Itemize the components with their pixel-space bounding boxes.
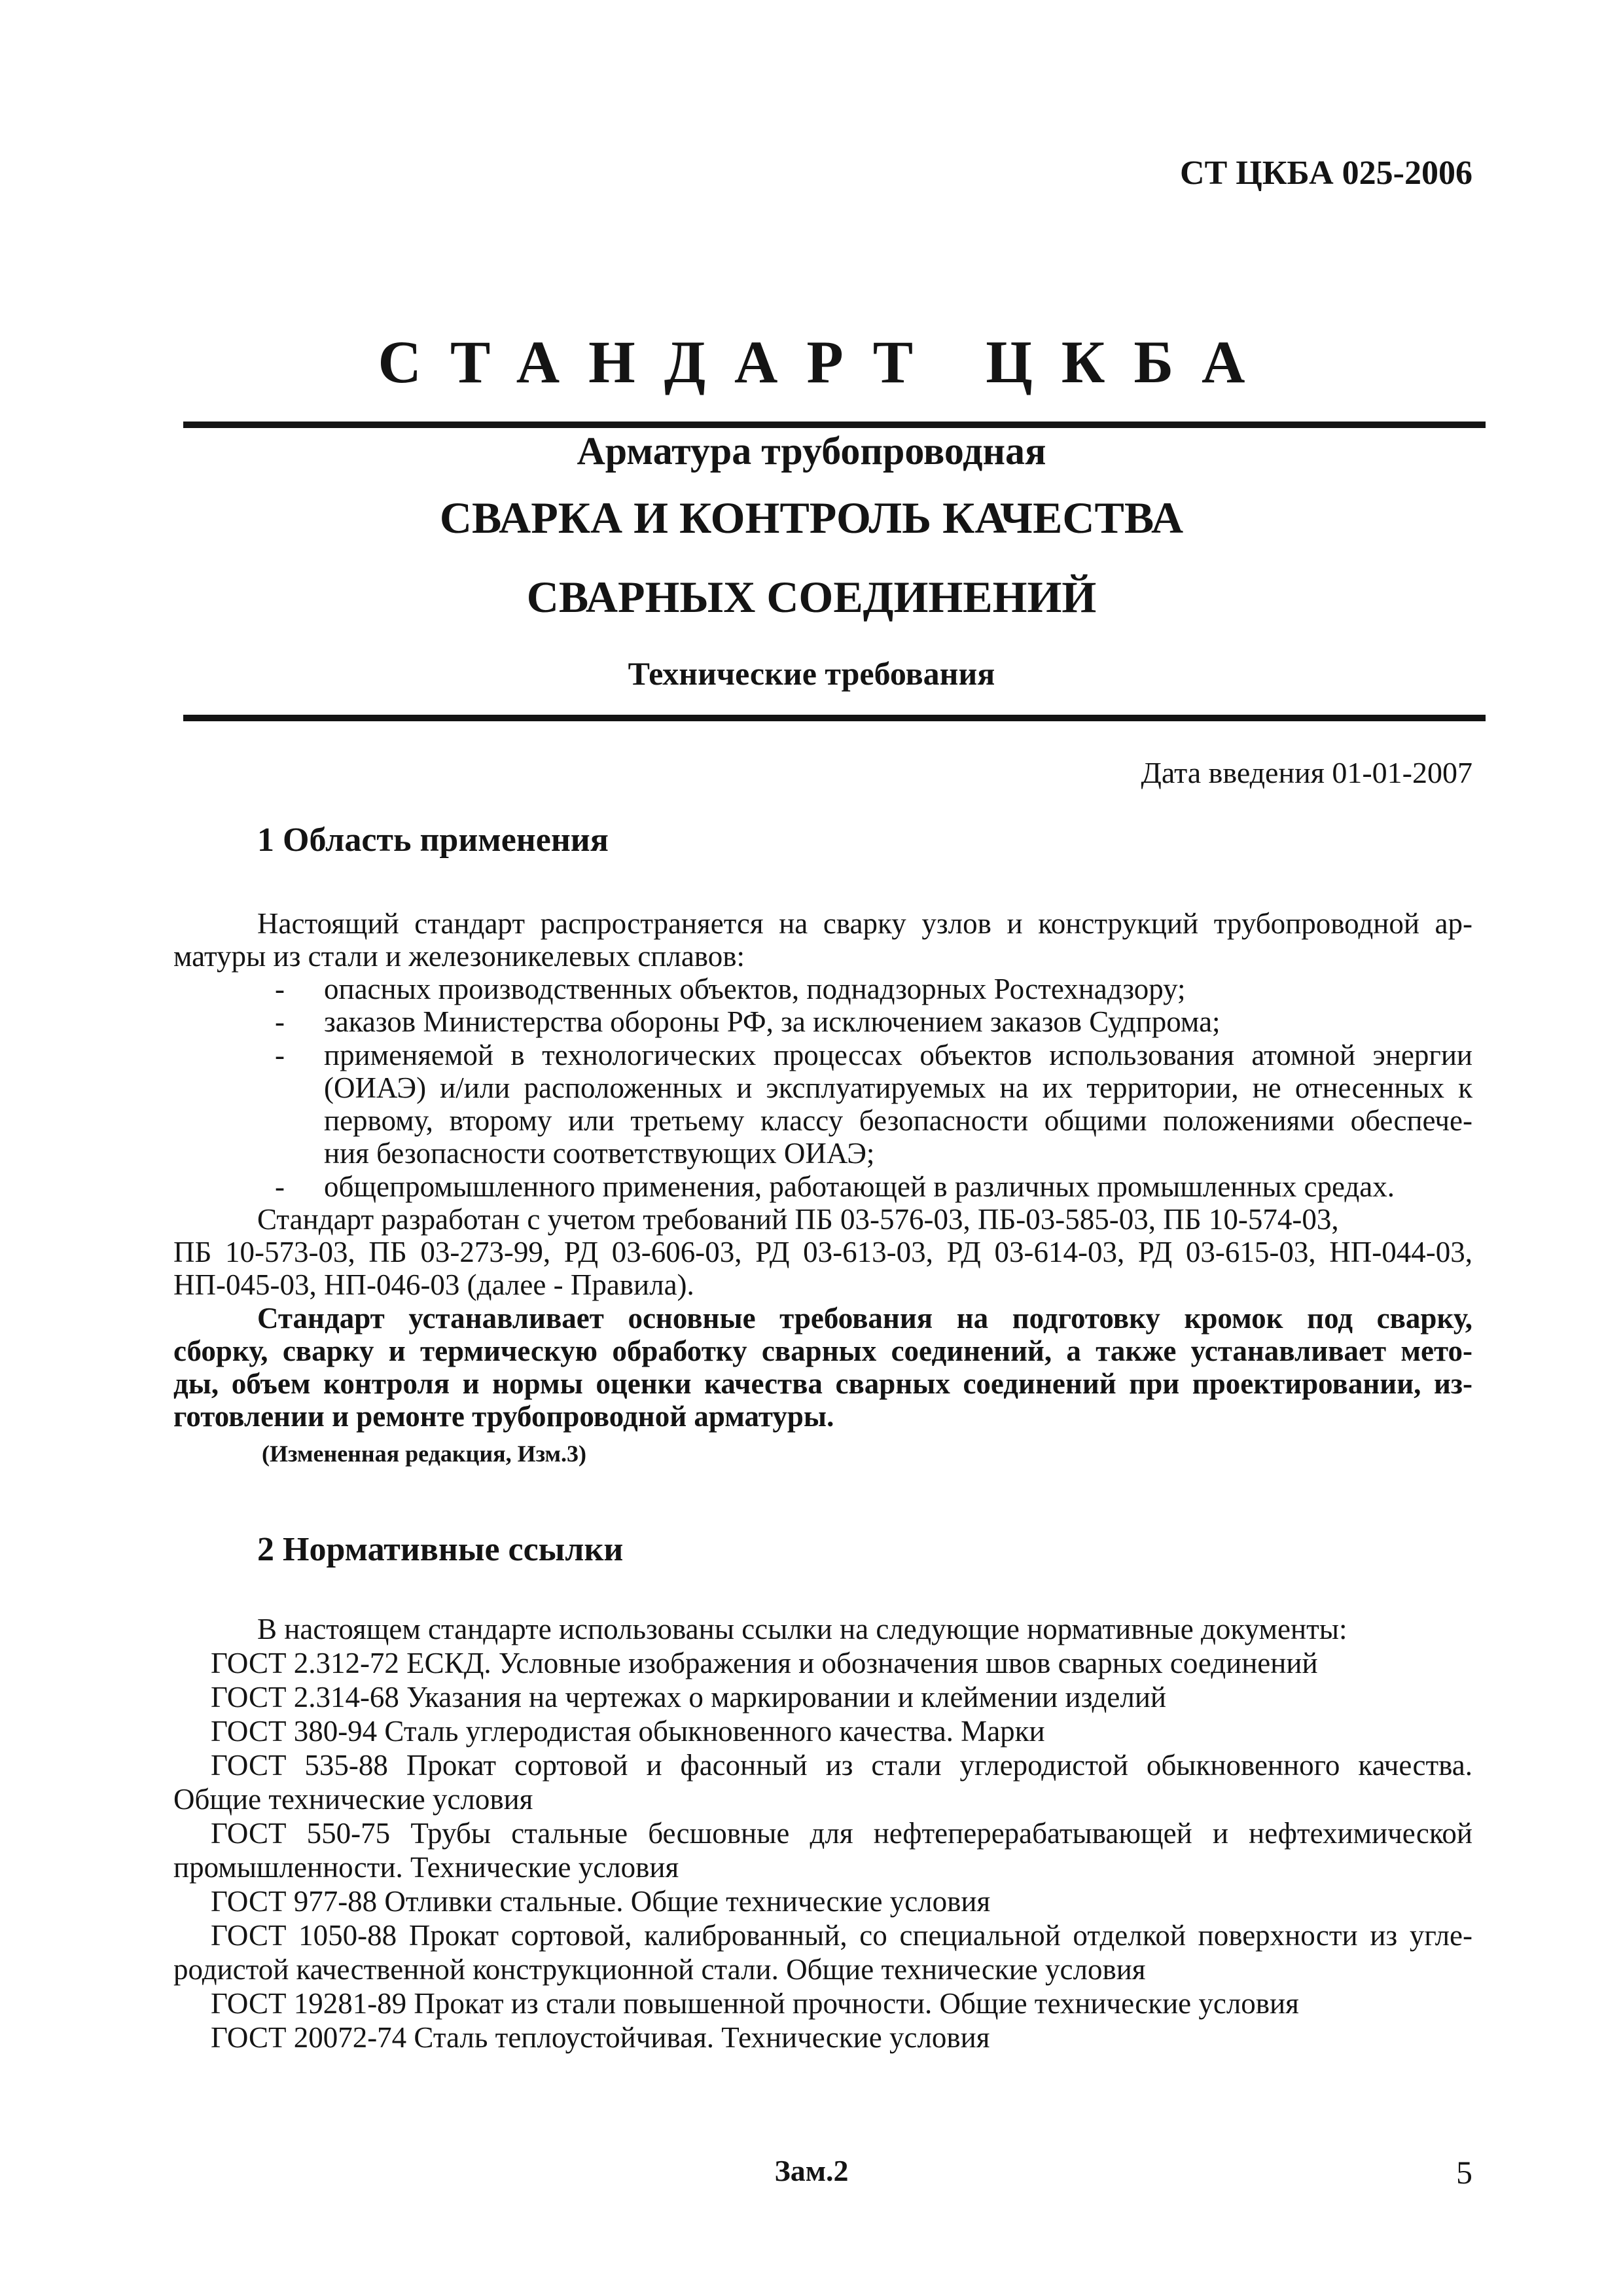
section2-heading: 2 Нормативные ссылки — [257, 1531, 624, 1568]
reference-item: ГОСТ 2.314-68 Указания на чертежах о маркировании и клеймении изделий — [211, 1681, 1167, 1713]
document-title-line2: СВАРНЫХ СОЕДИНЕНИЙ — [526, 572, 1097, 622]
bullet-item-3-line4: ния безопасности соответствующих ОИАЭ; — [324, 1137, 875, 1170]
reference-item: ГОСТ 19281-89 Прокат из стали повышенной прочности. Общие технические условия — [211, 1987, 1299, 2020]
bullet-marker: - — [275, 973, 285, 1005]
bullet-marker: - — [275, 1005, 285, 1038]
reference-item: ГОСТ 2.312-72 ЕСКД. Условные изображения и обозначения швов сварных соединений — [211, 1647, 1318, 1679]
establishes-line2: сборку, сварку и термическую обработку сварных соединений, а также устанавливает мето- — [173, 1335, 1472, 1367]
developed-line2: ПБ 10-573-03, ПБ 03-273-99, РД 03-606-03, РД 03-613-03, РД 03-614-03, РД 03-615-03, НП-044-03, — [173, 1236, 1472, 1268]
establishes-line4: готовлении и ремонте трубопроводной арматуры. — [173, 1400, 834, 1433]
establishes-line1: Стандарт устанавливает основные требования на подготовку кромок под сварку, — [257, 1302, 1472, 1335]
introduction-date: Дата введения 01-01-2007 — [1141, 756, 1472, 789]
bullet-item-3-line1: применяемой в технологических процессах объектов использования атомной энергии — [324, 1039, 1472, 1071]
document-code: СТ ЦКБА 025-2006 — [1180, 154, 1472, 192]
references-intro: В настоящем стандарте использованы ссылки на следующие нормативные документы: — [257, 1613, 1347, 1645]
reference-item: ГОСТ 1050-88 Прокат сортовой, калиброванный, со специальной отделкой поверхности из угле- — [211, 1919, 1472, 1952]
change-mark: Зам.2 — [774, 2154, 849, 2187]
reference-item-continuation: промышленности. Технические условия — [173, 1851, 679, 1884]
bullet-item-1: опасных производственных объектов, поднадзорных Ростехнадзору; — [324, 973, 1186, 1005]
reference-item-continuation: родистой качественной конструкционной стали. Общие технические условия — [173, 1953, 1146, 1986]
bullet-item-2: заказов Министерства обороны РФ, за исключением заказов Судпрома; — [324, 1005, 1221, 1038]
bullet-marker: - — [275, 1039, 285, 1071]
developed-line3: НП-045-03, НП-046-03 (далее - Правила). — [173, 1268, 694, 1301]
bottom-rule — [183, 715, 1486, 721]
section1-heading: 1 Область применения — [257, 821, 609, 859]
reference-item: ГОСТ 535-88 Прокат сортовой и фасонный из стали углеродистой обыкновенного качества. — [211, 1749, 1472, 1782]
reference-item: ГОСТ 977-88 Отливки стальные. Общие технические условия — [211, 1885, 991, 1918]
document-subtitle: Технические требования — [628, 655, 995, 692]
reference-item: ГОСТ 20072-74 Сталь теплоустойчивая. Технические условия — [211, 2021, 990, 2054]
standard-title: СТАНДАРТ ЦКБА — [378, 329, 1274, 395]
reference-item: ГОСТ 380-94 Сталь углеродистая обыкновенного качества. Марки — [211, 1715, 1045, 1748]
section1-intro-line2: матуры из стали и железоникелевых сплавов: — [173, 940, 745, 973]
subject-line: Арматура трубопроводная — [577, 429, 1046, 473]
amendment-note: (Измененная редакция, Изм.3) — [262, 1441, 587, 1467]
reference-item: ГОСТ 550-75 Трубы стальные бесшовные для нефтеперерабатывающей и нефтехимической — [211, 1817, 1472, 1850]
top-rule — [183, 422, 1486, 428]
developed-line1: Стандарт разработан с учетом требований ПБ 03-576-03, ПБ-03-585-03, ПБ 10-574-03, — [257, 1203, 1339, 1236]
bullet-item-3-line3: первому, второму или третьему классу безопасности общими положениями обеспече- — [324, 1104, 1472, 1137]
document-title-line1: СВАРКА И КОНТРОЛЬ КАЧЕСТВА — [439, 493, 1184, 543]
bullet-marker: - — [275, 1170, 285, 1203]
establishes-line3: ды, объем контроля и нормы оценки качества сварных соединений при проектировании, из- — [173, 1367, 1472, 1400]
page-number: 5 — [1456, 2154, 1472, 2191]
bullet-item-3-line2: (ОИАЭ) и/или расположенных и эксплуатируемых на их территории, не отнесенных к — [324, 1071, 1472, 1104]
section1-intro-line1: Настоящий стандарт распространяется на сварку узлов и конструкций трубопроводной ар- — [257, 907, 1472, 940]
reference-item-continuation: Общие технические условия — [173, 1783, 533, 1816]
bullet-item-4: общепромышленного применения, работающей в различных промышленных средах. — [324, 1170, 1395, 1203]
